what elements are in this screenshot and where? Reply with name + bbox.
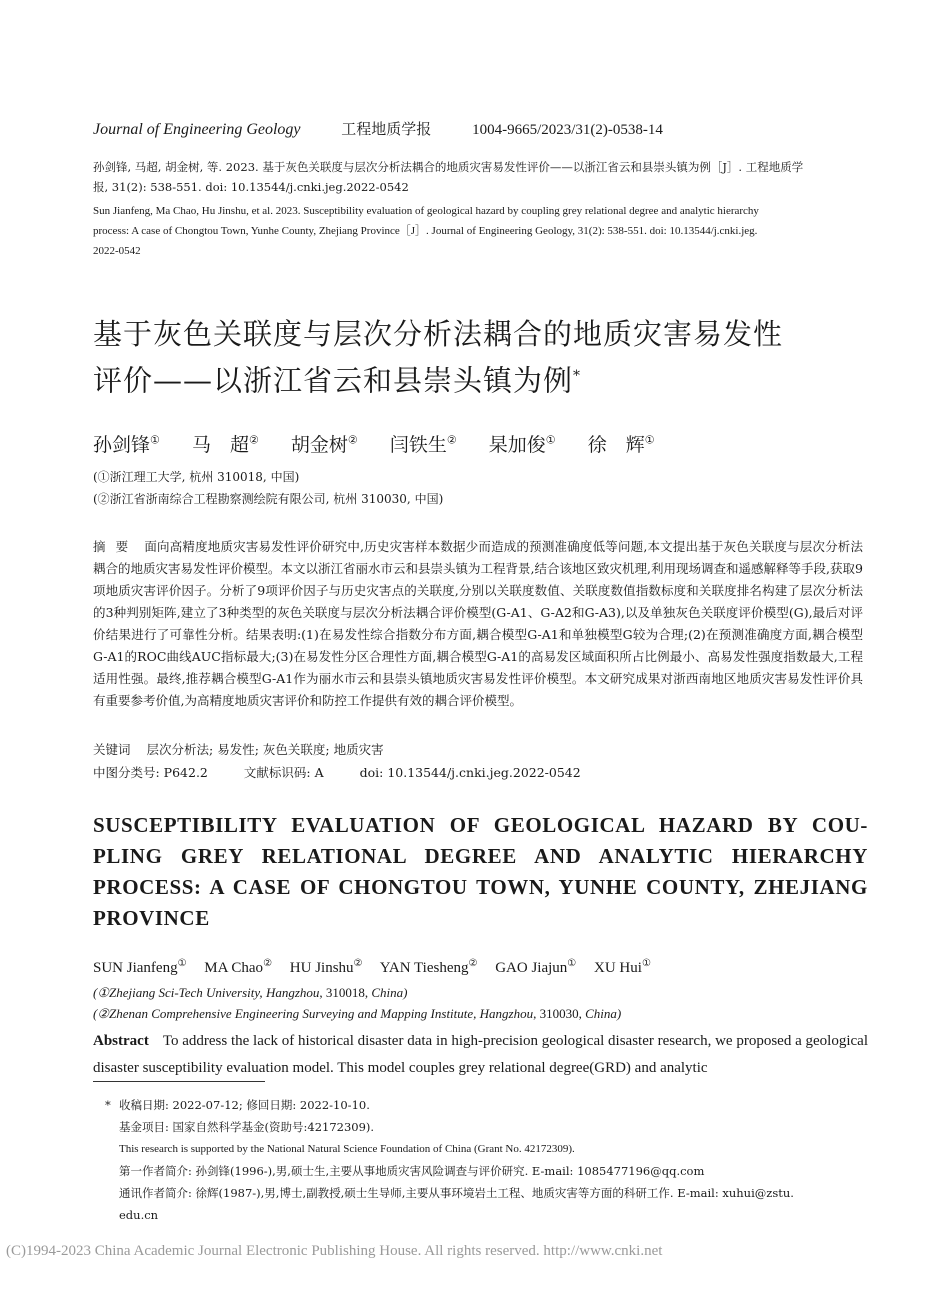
footnote-divider	[93, 1081, 265, 1082]
abstract-en-label: Abstract	[93, 1033, 149, 1049]
citation-cn-line2: 报, 31(2): 538-551. doi: 10.13544/j.cnki.jeg.2022-0542	[93, 180, 409, 194]
author-cn: 马 超②	[191, 433, 259, 456]
author-cn: 胡金树②	[290, 433, 358, 456]
footnote-fund-cn: 基金项目: 国家自然科学基金(资助号:42172309).	[119, 1120, 375, 1134]
footnote-fund-en: This research is supported by the National Natural Science Foundation of China (Grant No. 42172309).	[119, 1143, 575, 1155]
keywords-text: 层次分析法; 易发性; 灰色关联度; 地质灾害	[146, 742, 384, 757]
abstract-cn-text: 面向高精度地质灾害易发性评价研究中,历史灾害样本数据少而造成的预测准确度低等问题,本文提出基于灰色关联度与层次分析法耦合的地质灾害易发性评价模型。本文以浙江省丽水市云和县崇头镇为工程背景,结合该地区致灾机理,利用现场调查和遥感解释等手段,获取9项地质灾害评价因子。分析了9项评价因子与历史灾害点的关联度,分别以关联度数值、关联度数值指数标度和关联度排名构建了层次分析法的3种判别矩阵,建立了3种类型的灰色关联度与层次分析法耦合评价模型(G-A1、G-A2和G-A3),以及单独灰色关联度评价模型(G),最后对评价结果进行了可靠性分析。结果表明:(1)在易发性综合指数分布方面,耦合模型G-A1和单独模型G较为合理;(2)在预测准确度方面,耦合模型G-A1的ROC曲线AUC指标最大;(3)在易发性分区合理性方面,耦合模型G-A1的高易发区域面积所占比例最小、高易发性强度指数最大,工程适用性强。最终,推荐耦合模型G-A1作为丽水市云和县崇头镇地质灾害易发性评价模型。本文研究成果对浙西南地区地质灾害易发性评价具有重要参考价值,为高精度地质灾害评价和防控工作提供有效的耦合评价模型。	[93, 539, 863, 708]
journal-name-en: Journal of Engineering Geology	[93, 121, 301, 138]
author-cn: 闫铁生②	[389, 433, 457, 456]
abstract-en	[93, 1028, 868, 1082]
citation-cn-line1: 孙剑锋, 马超, 胡金树, 等. 2023. 基于灰色关联度与层次分析法耦合的地质灾害易发性评价——以浙江省云和县崇头镇为例［J］. 工程地质学	[93, 160, 804, 174]
abstract-cn	[93, 536, 863, 712]
copyright-footer: (C)1994-2023 China Academic Journal Electronic Publishing House. All rights reserved. http://www.cnki.net	[6, 1243, 663, 1259]
citation-en-line3: 2022-0542	[93, 245, 141, 257]
doi: doi: 10.13544/j.cnki.jeg.2022-0542	[359, 765, 581, 780]
author-cn: 杲加俊①	[488, 433, 556, 456]
author-en: MA Chao②	[204, 958, 273, 976]
footnote-star: *	[105, 1098, 111, 1112]
document-code: 文献标识码: A	[243, 765, 324, 780]
abstract-cn-label: 摘要	[93, 539, 139, 554]
affiliation-cn-1: (①浙江理工大学, 杭州 310018, 中国)	[93, 470, 300, 484]
keywords-label: 关键词	[93, 742, 131, 757]
paper-title-en: SUSCEPTIBILITY EVALUATION OF GEOLOGICAL HAZARD BY COU-PLING GREY RELATIONAL DEGREE AND ANALYTIC HIERARCHY PROCESS: A CASE OF CHONGTOU TOWN, YUNHE COUNTY, ZHEJIANG PROVINCE	[93, 813, 868, 930]
author-en: HU Jinshu②	[289, 958, 363, 976]
authors-en	[93, 958, 665, 977]
affiliation-en-2: (②Zhenan Comprehensive Engineering Surveying and Mapping Institute, Hangzhou, 310030, China)	[93, 1006, 622, 1021]
journal-name-cn: 工程地质学报	[341, 120, 432, 138]
affiliation-en-1: (①Zhejiang Sci-Tech University, Hangzhou, 310018, China)	[93, 985, 408, 1000]
author-en: GAO Jiajun①	[495, 958, 577, 976]
citation-en-line1: Sun Jianfeng, Ma Chao, Hu Jinshu, et al. 2023. Susceptibility evaluation of geological hazard by coupling grey relational degree and analytic hierarchy	[93, 205, 759, 217]
footnote-first-author: 第一作者简介: 孙剑锋(1996-),男,硕士生,主要从事地质灾害风险调查与评价研究. E-mail: 1085477196@qq.com	[119, 1164, 705, 1178]
issn-code: 1004-9665/2023/31(2)-0538-14	[472, 122, 663, 138]
author-cn: 孙剑锋①	[93, 433, 160, 456]
affiliation-cn-2: (②浙江省浙南综合工程勘察测绘院有限公司, 杭州 310030, 中国)	[93, 492, 444, 506]
clc-number: 中图分类号: P642.2	[93, 765, 208, 780]
citation-en-line2: process: A case of Chongtou Town, Yunhe County, Zhejiang Province［J］. Journal of Engineering Geology, 31(2): 538-551. doi: 10.13544/j.cnki.jeg.	[93, 225, 758, 237]
keywords-cn	[93, 740, 384, 758]
classification-line	[93, 763, 617, 781]
title-footnote-mark: *	[573, 368, 582, 384]
author-en: YAN Tiesheng②	[379, 958, 478, 976]
abstract-en-text: To address the lack of historical disaster data in high-precision geological disaster research, we proposed a geological disaster susceptibility evaluation model. This model couples grey relational degree(GRD) and analytic	[93, 1033, 868, 1076]
paper-title-cn	[93, 313, 873, 402]
authors-cn	[93, 430, 681, 457]
footnote-corresponding-author: 通讯作者简介: 徐辉(1987-),男,博士,副教授,硕士生导师,主要从事环境岩土工程、地质灾害等方面的科研工作. E-mail: xuhui@zstu.	[119, 1186, 794, 1200]
title-cn-line1: 基于灰色关联度与层次分析法耦合的地质灾害易发性	[93, 317, 784, 351]
author-en: XU Hui①	[594, 958, 651, 976]
running-header	[93, 118, 663, 139]
footnote-received: * 收稿日期: 2022-07-12; 修回日期: 2022-10-10.	[93, 1094, 868, 1116]
author-cn: 徐 辉①	[587, 433, 655, 456]
title-cn-line2: 评价——以浙江省云和县崇头镇为例	[93, 363, 574, 398]
footnote-corresponding-author-cont: edu.cn	[119, 1208, 159, 1222]
author-en: SUN Jianfeng①	[93, 958, 187, 976]
